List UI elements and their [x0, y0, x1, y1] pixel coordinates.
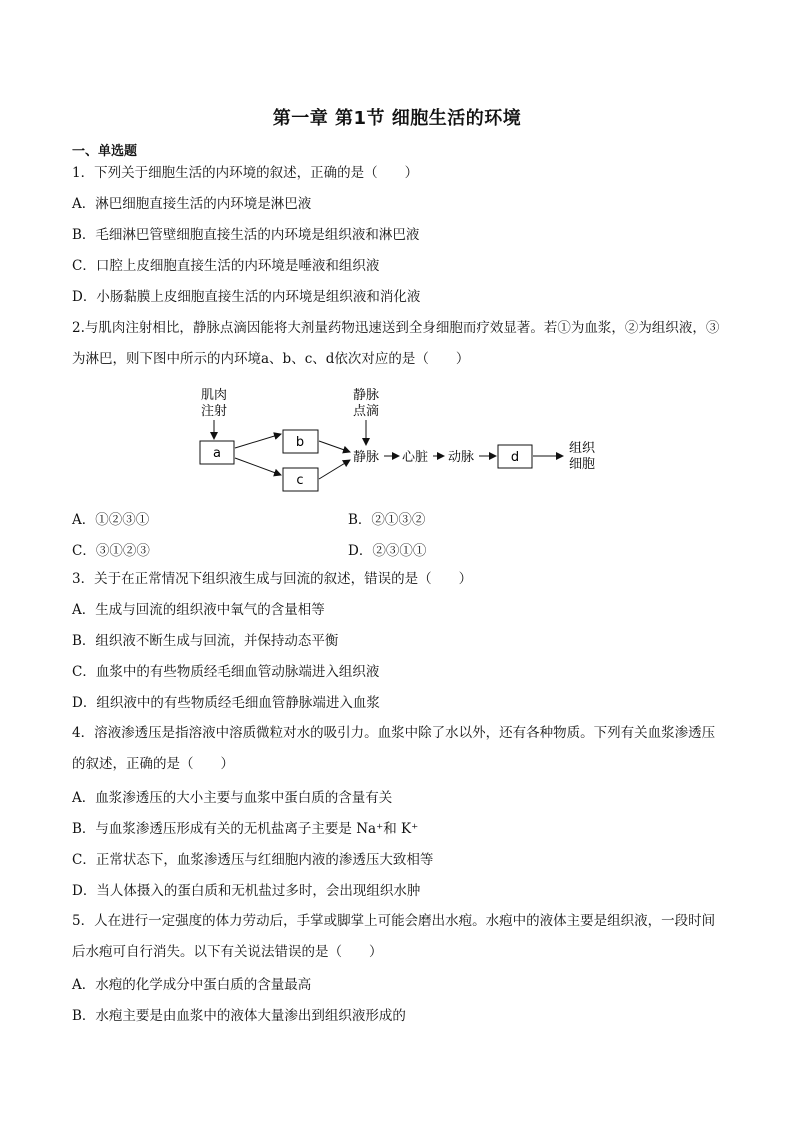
- question-5-stem: 5．人在进行一定强度的体力劳动后，手掌或脚掌上可能会磨出水疱。水疱中的液体主要是组织液，一段时间后水疱可自行消失。以下有关说法错误的是（ ）: [72, 913, 716, 960]
- question-2-option-a: A．①②③①: [72, 512, 150, 528]
- question-4-option-a: A．血浆渗透压的大小主要与血浆中蛋白质的含量有关: [72, 790, 393, 806]
- label-muscle-injection-1: 肌肉: [200, 388, 228, 403]
- circulation-diagram: [190, 382, 610, 497]
- question-1-option-c: C．口腔上皮细胞直接生活的内环境是唾液和组织液: [72, 258, 380, 274]
- arrow-b-to-vein: [319, 441, 350, 452]
- label-vein: 静脉: [352, 450, 380, 465]
- question-2-option-b: B．②①③②: [348, 512, 426, 528]
- question-3-option-a: A．生成与回流的组织液中氧气的含量相等: [72, 602, 325, 618]
- label-iv-drip-2: 点滴: [352, 404, 380, 419]
- label-tissue-cells-1: 组织: [568, 441, 596, 456]
- label-tissue-cells-2: 细胞: [568, 457, 596, 472]
- label-iv-drip-1: 静脉: [352, 388, 380, 403]
- label-muscle-injection-2: 注射: [200, 404, 228, 419]
- question-3-option-c: C．血浆中的有些物质经毛细血管动脉端进入组织液: [72, 664, 380, 680]
- question-4-option-b: B．与血浆渗透压形成有关的无机盐离子主要是 Na⁺和 K⁺: [72, 821, 419, 837]
- section-heading: 一、单选题: [72, 144, 138, 159]
- question-1-option-a: A．淋巴细胞直接生活的内环境是淋巴液: [72, 196, 312, 212]
- box-a-label: a: [213, 446, 221, 461]
- question-4-stem: 4．溶液渗透压是指溶液中溶质微粒对水的吸引力。血浆中除了水以外，还有各种物质。下列有关血浆渗透压的叙述，正确的是（ ）: [72, 725, 716, 772]
- arrow-a-to-b: [235, 434, 281, 448]
- label-artery: 动脉: [447, 450, 475, 465]
- box-c-label: c: [296, 473, 304, 488]
- question-5-option-a: A．水疱的化学成分中蛋白质的含量最高: [72, 977, 312, 993]
- question-5-option-b: B．水疱主要是由血浆中的液体大量渗出到组织液形成的: [72, 1008, 406, 1024]
- question-1-option-d: D．小肠黏膜上皮细胞直接生活的内环境是组织液和消化液: [72, 289, 421, 305]
- box-b-label: b: [295, 435, 305, 450]
- arrow-c-to-vein: [319, 460, 350, 479]
- question-1-stem: 1．下列关于细胞生活的内环境的叙述，正确的是（ ）: [72, 165, 419, 181]
- question-2-option-d: D．②③①①: [348, 543, 427, 559]
- label-heart: 心脏: [401, 450, 429, 465]
- arrow-a-to-c: [235, 458, 281, 475]
- question-2-option-c: C．③①②③: [72, 543, 150, 559]
- question-4-option-d: D．当人体摄入的蛋白质和无机盐过多时，会出现组织水肿: [72, 883, 421, 899]
- question-2-stem: 2.与肌肉注射相比，静脉点滴因能将大剂量药物迅速送到全身细胞而疗效显著。若①为血浆，②为组织液，③为淋巴，则下图中所示的内环境a、b、c、d依次对应的是（ ）: [72, 320, 720, 367]
- page-title: 第一章 第1节 细胞生活的环境: [272, 108, 522, 129]
- question-1-option-b: B．毛细淋巴管壁细胞直接生活的内环境是组织液和淋巴液: [72, 227, 420, 243]
- question-3-option-b: B．组织液不断生成与回流，并保持动态平衡: [72, 633, 339, 649]
- question-3-stem: 3．关于在正常情况下组织液生成与回流的叙述，错误的是（ ）: [72, 571, 473, 587]
- question-4-option-c: C．正常状态下，血浆渗透压与红细胞内液的渗透压大致相等: [72, 852, 434, 868]
- question-3-option-d: D．组织液中的有些物质经毛细血管静脉端进入血浆: [72, 695, 380, 711]
- box-d-label: d: [510, 450, 520, 465]
